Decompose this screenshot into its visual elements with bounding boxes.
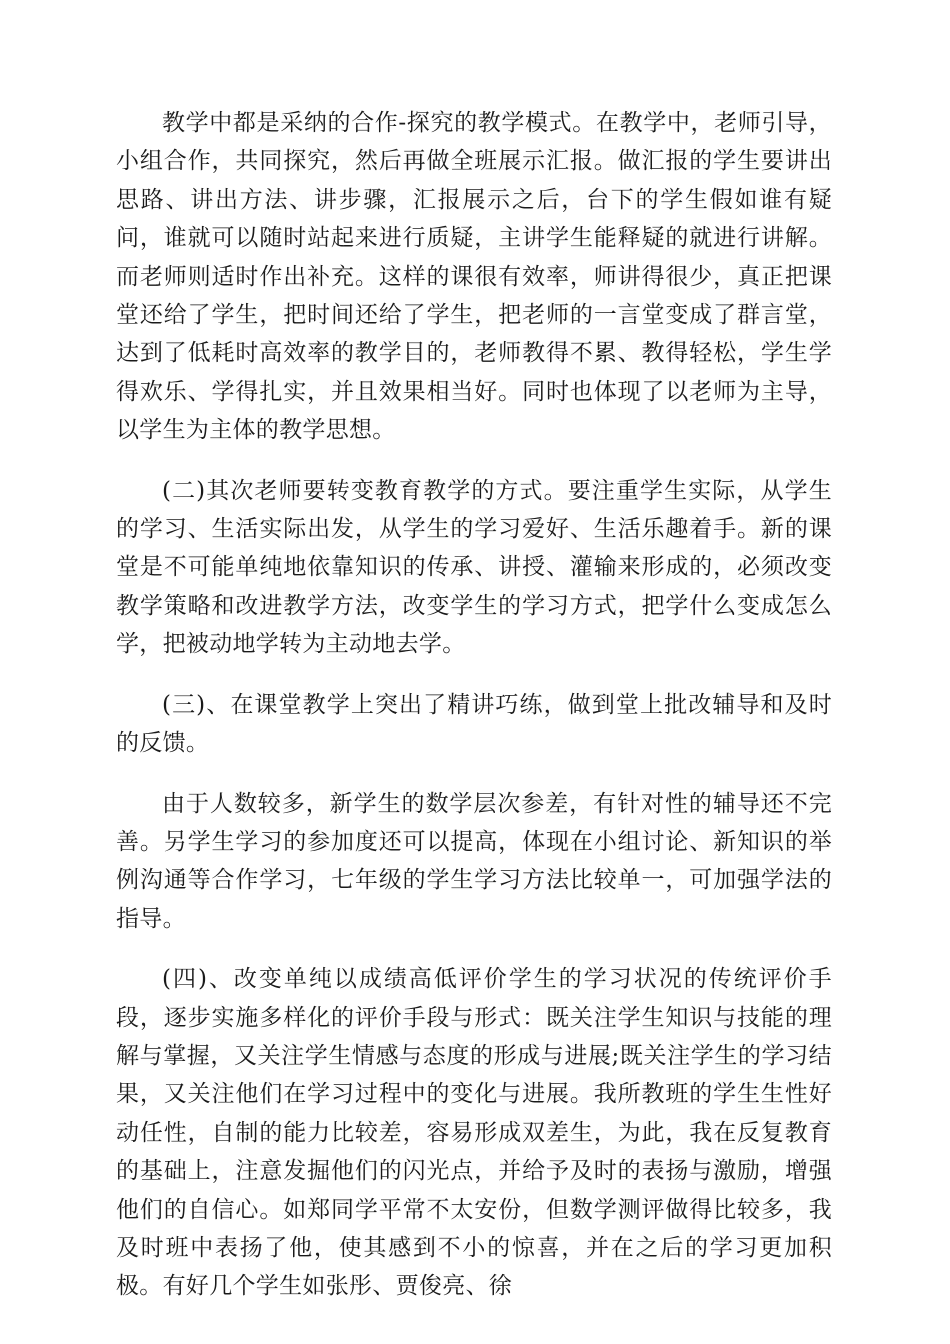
paragraph-section-four: (四)、改变单纯以成绩高低评价学生的学习状况的传统评价手段，逐步实施多样化的评价手段与形式：既关注学生知识与技能的理解与掌握，又关注学生情感与态度的形成与进展;既关注学生的学习结果，又关注他们在学习过程中的变化与进展。我所教班的学生生性好动任性，自制的能力比较差，容易形成双差生，为此，我在反复教育的基础上，注意发掘他们的闪光点，并给予及时的表扬与激励，增强他们的自信心。如郑同学平常不太安份，但数学测评做得比较多，我及时班中表扬了他，使其感到不小的惊喜，并在之后的学习更加积极。有好几个学生如张彤、贾俊亮、徐: [116, 966, 832, 1300]
paragraph-shortcomings: 由于人数较多，新学生的数学层次参差，有针对性的辅导还不完善。另学生学习的参加度还可以提高，体现在小组讨论、新知识的举例沟通等合作学习，七年级的学生学习方法比较单一，可加强学法的指导。: [116, 790, 832, 932]
paragraph-section-two: (二)其次老师要转变教育教学的方式。要注重学生实际，从学生的学习、生活实际出发，从学生的学习爱好、生活乐趣着手。新的课堂是不可能单纯地依靠知识的传承、讲授、灌输来形成的，必须改变教学策略和改进教学方法，改变学生的学习方式，把学什么变成怎么学，把被动地学转为主动地去学。: [116, 477, 832, 658]
paragraph-section-three: (三)、在课堂教学上突出了精讲巧练，做到堂上批改辅导和及时的反馈。: [116, 691, 832, 757]
document-body: [116, 104, 832, 1328]
paragraph-teaching-model: 教学中都是采纳的合作-探究的教学模式。在教学中，老师引导，小组合作，共同探究，然后再做全班展示汇报。做汇报的学生要讲出思路、讲出方法、讲步骤，汇报展示之后，台下的学生假如谁有疑问，谁就可以随时站起来进行质疑，主讲学生能释疑的就进行讲解。而老师则适时作出补充。这样的课很有效率，师讲得很少，真正把课堂还给了学生，把时间还给了学生，把老师的一言堂变成了群言堂，达到了低耗时高效率的教学目的，老师教得不累、教得轻松，学生学得欢乐、学得扎实，并且效果相当好。同时也体现了以老师为主导，以学生为主体的教学思想。: [116, 110, 832, 444]
